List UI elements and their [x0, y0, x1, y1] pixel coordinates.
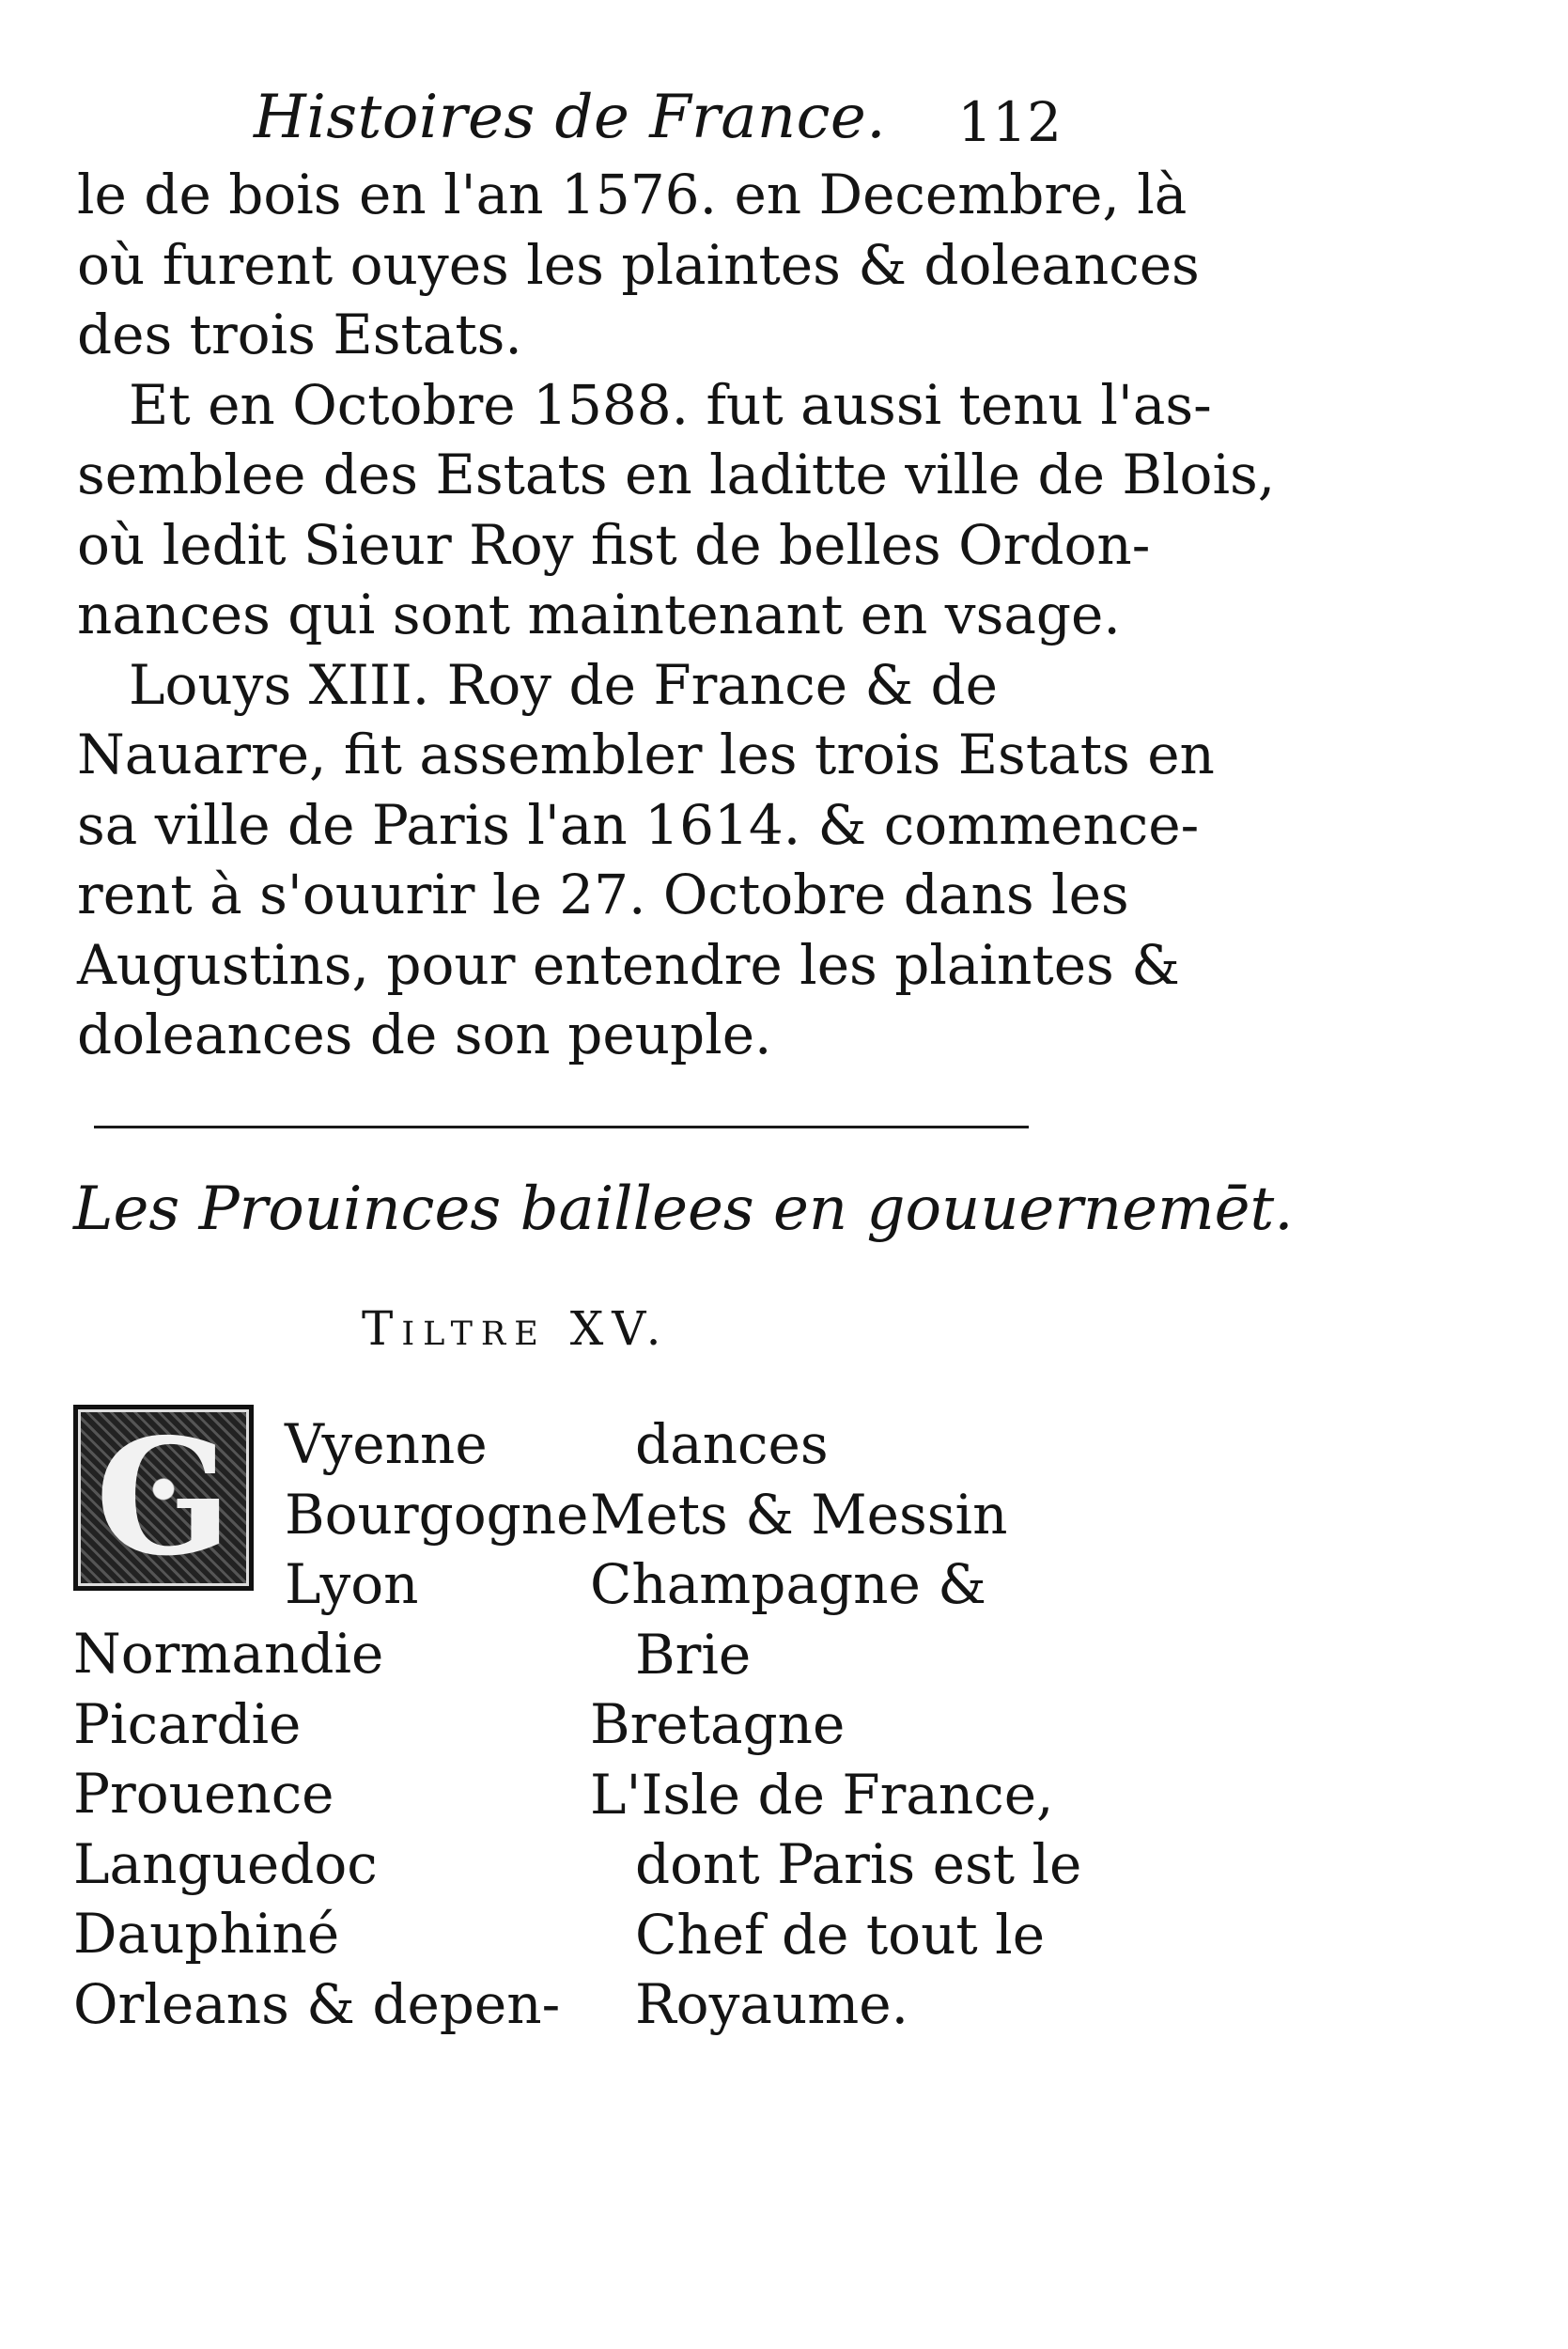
province-item: Normandie [73, 1622, 384, 1686]
province-item: Dauphiné [73, 1902, 340, 1966]
page-number: 112 [957, 90, 1062, 154]
province-list-column1-top [285, 1409, 588, 1620]
text-line: doleances de son peuple. [77, 1003, 772, 1066]
province-item: Prouence [73, 1762, 334, 1826]
province-item: Royaume. [635, 1972, 909, 2036]
province-item: dont Paris est le [635, 1832, 1082, 1896]
province-item: Bourgogne [285, 1482, 589, 1547]
text-line: où ledit Sieur Roy fist de belles Ordon- [77, 512, 1151, 577]
running-title: Histoires de France. [254, 83, 887, 152]
initial-letter: G [95, 1404, 232, 1592]
province-item: Vyenne [285, 1412, 488, 1476]
text-line: Augustins, pour entendre les plaintes & [77, 932, 1180, 997]
province-item: Orleans & depen- [73, 1971, 561, 2036]
text-line: nances qui sont maintenant en vsage. [77, 583, 1121, 646]
province-item: Bretagne [590, 1692, 846, 1756]
province-list-column2 [590, 1409, 1081, 2040]
province-item: Brie [635, 1622, 752, 1687]
text-line: semblee des Estats en laditte ville de Blois, [77, 443, 1276, 506]
text-line: Nauarre, fit assembler les trois Estats en [77, 723, 1215, 786]
text-line: des trois Estats. [77, 303, 522, 366]
text-line: Louys XIII. Roy de France & de [129, 652, 998, 717]
province-item: dances [635, 1412, 829, 1476]
text-line: sa ville de Paris l'an 1614. & commence- [77, 792, 1200, 857]
section-divider [94, 1126, 1029, 1128]
province-list-column1 [73, 1619, 560, 2039]
province-item: Mets & Messin [590, 1482, 1008, 1547]
province-item: Languedoc [73, 1831, 378, 1896]
province-item: L'Isle de France, [590, 1762, 1054, 1827]
text-line: rent à s'ouurir le 27. Octobre dans les [77, 863, 1129, 926]
province-item: Lyon [285, 1552, 419, 1616]
text-line: où furent ouyes les plaintes & doleances [77, 232, 1200, 297]
ornamental-initial [73, 1405, 254, 1591]
text-line: le de bois en l'an 1576. en Decembre, là [77, 163, 1188, 226]
section-subtitle: Tiltre XV. [362, 1301, 670, 1356]
page-header [254, 83, 1062, 167]
section-title: Les Prouinces baillees en gouuernemēt. [73, 1174, 1294, 1244]
text-line: Et en Octobre 1588. fut aussi tenu l'as- [129, 372, 1212, 437]
initial-ornament [78, 1404, 249, 1592]
province-item: Picardie [73, 1691, 302, 1756]
province-item: Champagne & [590, 1552, 986, 1616]
body-paragraphs [77, 160, 1276, 1070]
province-item: Chef de tout le [635, 1902, 1046, 1967]
